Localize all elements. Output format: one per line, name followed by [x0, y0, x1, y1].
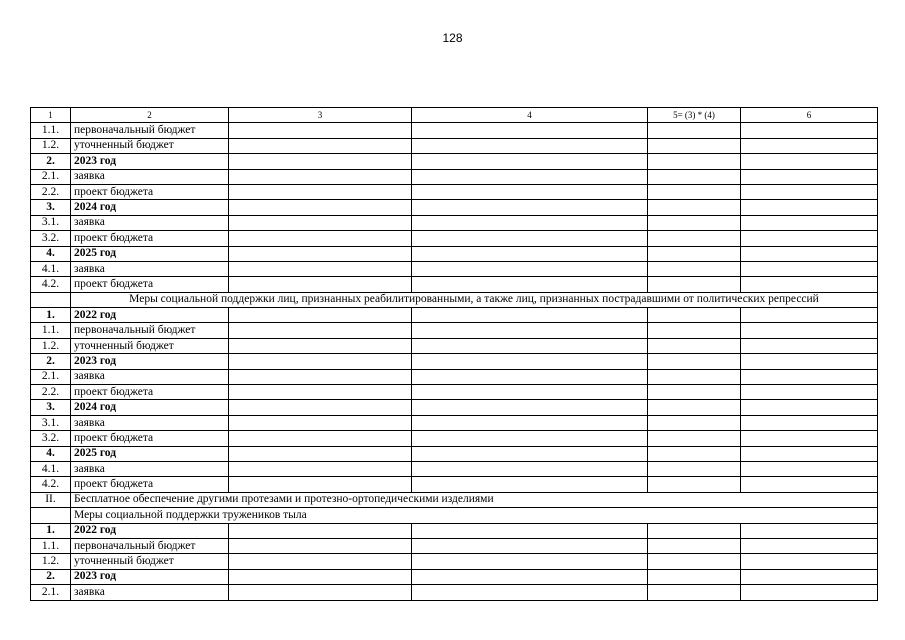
- empty-cell-col-4: [412, 277, 648, 292]
- row-number-cell: 3.: [31, 200, 71, 215]
- empty-cell-col-4: [412, 569, 648, 584]
- empty-cell-col-4: [412, 585, 648, 600]
- empty-cell-col-4: [412, 169, 648, 184]
- empty-cell-col-6: [741, 277, 878, 292]
- empty-cell-col-3: [229, 461, 412, 476]
- empty-cell-col-5: [648, 323, 741, 338]
- row-number-cell: 2.: [31, 354, 71, 369]
- table-row: [31, 231, 878, 246]
- empty-cell-col-5: [648, 369, 741, 384]
- table-row: [31, 323, 878, 338]
- table-row: [31, 277, 878, 292]
- row-number-cell: 3.2.: [31, 431, 71, 446]
- table-row: [31, 415, 878, 430]
- empty-cell-col-6: [741, 538, 878, 553]
- empty-cell-col-4: [412, 231, 648, 246]
- row-label-cell: 2022 год: [71, 308, 229, 323]
- empty-cell-col-4: [412, 138, 648, 153]
- row-number-cell: 4.2.: [31, 277, 71, 292]
- empty-cell-col-4: [412, 385, 648, 400]
- empty-cell-col-3: [229, 308, 412, 323]
- section-title-cell: Меры социальной поддержки лиц, признанных реабилитированными, а также лиц, признанных пострадавшими от политических репрессий: [71, 292, 878, 307]
- table-row: [31, 169, 878, 184]
- empty-cell-col-4: [412, 215, 648, 230]
- empty-cell-col-5: [648, 554, 741, 569]
- row-number-cell: 1.1.: [31, 538, 71, 553]
- row-label-cell: первоначальный бюджет: [71, 323, 229, 338]
- empty-cell-col-4: [412, 538, 648, 553]
- row-label-cell: 2022 год: [71, 523, 229, 538]
- row-number-cell: 4.: [31, 246, 71, 261]
- row-label-cell: уточненный бюджет: [71, 554, 229, 569]
- empty-cell-col-4: [412, 369, 648, 384]
- table-header-row: [31, 108, 878, 123]
- row-number-cell: 1.1.: [31, 123, 71, 138]
- empty-cell-col-4: [412, 323, 648, 338]
- header-cell-6: 6: [741, 108, 878, 123]
- empty-cell-col-6: [741, 477, 878, 492]
- empty-cell-col-3: [229, 538, 412, 553]
- table-row-year: [31, 354, 878, 369]
- empty-cell-col-3: [229, 154, 412, 169]
- table-row-section: [31, 292, 878, 307]
- budget-table: [30, 107, 878, 601]
- empty-cell-col-5: [648, 184, 741, 199]
- empty-cell-col-4: [412, 431, 648, 446]
- empty-cell-col-6: [741, 585, 878, 600]
- empty-cell-col-4: [412, 354, 648, 369]
- empty-cell-col-3: [229, 231, 412, 246]
- empty-cell-col-3: [229, 369, 412, 384]
- empty-cell-col-6: [741, 261, 878, 276]
- row-number-cell: 2.2.: [31, 385, 71, 400]
- empty-cell-col-5: [648, 138, 741, 153]
- table-body: [31, 108, 878, 601]
- row-label-cell: заявка: [71, 415, 229, 430]
- table-row: [31, 554, 878, 569]
- header-cell-4: 4: [412, 108, 648, 123]
- empty-cell-col-6: [741, 523, 878, 538]
- table-row-year: [31, 569, 878, 584]
- empty-cell-col-3: [229, 338, 412, 353]
- row-number-cell: 3.1.: [31, 415, 71, 430]
- empty-cell-col-4: [412, 308, 648, 323]
- row-number-cell: 2.: [31, 154, 71, 169]
- row-number-cell: 2.1.: [31, 169, 71, 184]
- empty-cell-col-5: [648, 169, 741, 184]
- table-row: [31, 261, 878, 276]
- row-number-cell: 1.2.: [31, 554, 71, 569]
- empty-cell-col-4: [412, 184, 648, 199]
- row-number-cell: 3.2.: [31, 231, 71, 246]
- empty-cell-col-5: [648, 415, 741, 430]
- row-label-cell: проект бюджета: [71, 385, 229, 400]
- empty-cell-col-3: [229, 138, 412, 153]
- empty-cell-col-6: [741, 354, 878, 369]
- empty-cell-col-3: [229, 169, 412, 184]
- empty-cell-col-6: [741, 400, 878, 415]
- table-row-year: [31, 446, 878, 461]
- row-number-cell: 4.1.: [31, 261, 71, 276]
- row-label-cell: проект бюджета: [71, 277, 229, 292]
- empty-cell-col-5: [648, 461, 741, 476]
- table-row: [31, 215, 878, 230]
- row-label-cell: проект бюджета: [71, 477, 229, 492]
- empty-cell-col-5: [648, 523, 741, 538]
- empty-cell-col-3: [229, 261, 412, 276]
- row-label-cell: заявка: [71, 215, 229, 230]
- empty-cell-col-5: [648, 215, 741, 230]
- empty-cell-col-3: [229, 415, 412, 430]
- empty-cell-col-6: [741, 138, 878, 153]
- table-row: [31, 538, 878, 553]
- empty-cell-col-6: [741, 461, 878, 476]
- empty-cell-col-3: [229, 446, 412, 461]
- row-label-cell: первоначальный бюджет: [71, 538, 229, 553]
- table-row-year: [31, 400, 878, 415]
- empty-cell-col-5: [648, 277, 741, 292]
- header-cell-3: 3: [229, 108, 412, 123]
- empty-cell-col-5: [648, 431, 741, 446]
- row-label-cell: 2024 год: [71, 200, 229, 215]
- empty-cell-col-6: [741, 323, 878, 338]
- table-row-year: [31, 523, 878, 538]
- row-number-cell: II.: [31, 492, 71, 507]
- empty-cell-col-6: [741, 338, 878, 353]
- empty-cell-col-3: [229, 569, 412, 584]
- empty-cell-col-6: [741, 369, 878, 384]
- table-row: [31, 369, 878, 384]
- empty-cell-col-3: [229, 477, 412, 492]
- row-label-cell: 2025 год: [71, 246, 229, 261]
- row-label-cell: 2023 год: [71, 154, 229, 169]
- empty-cell-col-6: [741, 231, 878, 246]
- table-row: [31, 138, 878, 153]
- empty-cell-col-6: [741, 385, 878, 400]
- empty-cell-col-3: [229, 385, 412, 400]
- empty-cell-col-3: [229, 215, 412, 230]
- row-number-cell: 4.2.: [31, 477, 71, 492]
- empty-cell-col-4: [412, 123, 648, 138]
- page-number: 128: [442, 31, 463, 45]
- empty-cell-col-6: [741, 554, 878, 569]
- row-number-cell: 2.2.: [31, 184, 71, 199]
- empty-cell-col-4: [412, 200, 648, 215]
- empty-cell-col-3: [229, 523, 412, 538]
- row-number-cell: 2.1.: [31, 369, 71, 384]
- table-row: [31, 338, 878, 353]
- empty-cell-col-3: [229, 184, 412, 199]
- empty-cell-col-3: [229, 277, 412, 292]
- empty-cell-col-4: [412, 523, 648, 538]
- empty-cell-col-5: [648, 477, 741, 492]
- empty-cell-col-4: [412, 446, 648, 461]
- empty-cell-col-3: [229, 323, 412, 338]
- empty-cell-col-4: [412, 261, 648, 276]
- row-number-cell: 1.: [31, 308, 71, 323]
- table-row-section: [31, 508, 878, 523]
- table-row: [31, 184, 878, 199]
- empty-cell-col-6: [741, 154, 878, 169]
- empty-cell-col-3: [229, 246, 412, 261]
- empty-cell-col-5: [648, 261, 741, 276]
- empty-cell-col-5: [648, 569, 741, 584]
- row-number-cell: 1.2.: [31, 338, 71, 353]
- empty-cell-col-3: [229, 431, 412, 446]
- row-label-cell: первоначальный бюджет: [71, 123, 229, 138]
- empty-cell-col-6: [741, 308, 878, 323]
- empty-cell-col-4: [412, 461, 648, 476]
- table-row-year: [31, 154, 878, 169]
- row-number-cell: 3.1.: [31, 215, 71, 230]
- row-label-cell: 2024 год: [71, 400, 229, 415]
- row-number-cell: 1.2.: [31, 138, 71, 153]
- empty-cell-col-3: [229, 123, 412, 138]
- header-cell-1: 1: [31, 108, 71, 123]
- empty-cell-col-6: [741, 123, 878, 138]
- empty-cell-col-5: [648, 338, 741, 353]
- row-number-cell: 2.: [31, 569, 71, 584]
- row-label-cell: 2025 год: [71, 446, 229, 461]
- row-number-cell: 2.1.: [31, 585, 71, 600]
- empty-cell-col-4: [412, 338, 648, 353]
- header-cell-5: 5= (3) * (4): [648, 108, 741, 123]
- empty-cell-col-5: [648, 231, 741, 246]
- table-row-year: [31, 200, 878, 215]
- row-number-cell: [31, 508, 71, 523]
- empty-cell-col-5: [648, 123, 741, 138]
- row-number-cell: 4.: [31, 446, 71, 461]
- table-row: [31, 123, 878, 138]
- empty-cell-col-6: [741, 200, 878, 215]
- row-label-cell: заявка: [71, 461, 229, 476]
- row-label-cell: проект бюджета: [71, 184, 229, 199]
- row-label-cell: заявка: [71, 261, 229, 276]
- row-number-cell: 1.1.: [31, 323, 71, 338]
- table-row-year: [31, 308, 878, 323]
- empty-cell-col-5: [648, 446, 741, 461]
- empty-cell-col-5: [648, 538, 741, 553]
- empty-cell-col-5: [648, 585, 741, 600]
- empty-cell-col-6: [741, 169, 878, 184]
- empty-cell-col-6: [741, 446, 878, 461]
- row-label-cell: уточненный бюджет: [71, 138, 229, 153]
- empty-cell-col-4: [412, 246, 648, 261]
- row-label-cell: заявка: [71, 169, 229, 184]
- empty-cell-col-5: [648, 400, 741, 415]
- empty-cell-col-3: [229, 200, 412, 215]
- row-label-cell: проект бюджета: [71, 231, 229, 246]
- row-number-cell: 1.: [31, 523, 71, 538]
- empty-cell-col-4: [412, 400, 648, 415]
- empty-cell-col-4: [412, 477, 648, 492]
- empty-cell-col-5: [648, 354, 741, 369]
- row-label-cell: 2023 год: [71, 569, 229, 584]
- empty-cell-col-5: [648, 200, 741, 215]
- row-label-cell: проект бюджета: [71, 431, 229, 446]
- row-label-cell: 2023 год: [71, 354, 229, 369]
- empty-cell-col-6: [741, 569, 878, 584]
- empty-cell-col-3: [229, 585, 412, 600]
- empty-cell-col-4: [412, 415, 648, 430]
- empty-cell-col-3: [229, 400, 412, 415]
- empty-cell-col-5: [648, 246, 741, 261]
- row-number-cell: [31, 292, 71, 307]
- section-title-cell: Бесплатное обеспечение другими протезами и протезно-ортопедическими изделиями: [71, 492, 878, 507]
- row-label-cell: заявка: [71, 369, 229, 384]
- empty-cell-col-6: [741, 246, 878, 261]
- empty-cell-col-4: [412, 154, 648, 169]
- empty-cell-col-6: [741, 184, 878, 199]
- empty-cell-col-5: [648, 308, 741, 323]
- empty-cell-col-5: [648, 154, 741, 169]
- table-row: [31, 461, 878, 476]
- header-cell-2: 2: [71, 108, 229, 123]
- empty-cell-col-6: [741, 431, 878, 446]
- empty-cell-col-3: [229, 554, 412, 569]
- table-row: [31, 385, 878, 400]
- empty-cell-col-4: [412, 554, 648, 569]
- table-row-year: [31, 246, 878, 261]
- section-title-cell: Меры социальной поддержки тружеников тыла: [71, 508, 878, 523]
- row-label-cell: уточненный бюджет: [71, 338, 229, 353]
- empty-cell-col-3: [229, 354, 412, 369]
- table-row: [31, 431, 878, 446]
- table-row: [31, 477, 878, 492]
- row-label-cell: заявка: [71, 585, 229, 600]
- row-number-cell: 3.: [31, 400, 71, 415]
- empty-cell-col-6: [741, 215, 878, 230]
- empty-cell-col-6: [741, 415, 878, 430]
- empty-cell-col-5: [648, 385, 741, 400]
- row-number-cell: 4.1.: [31, 461, 71, 476]
- table-row-section: [31, 492, 878, 507]
- table-row: [31, 585, 878, 600]
